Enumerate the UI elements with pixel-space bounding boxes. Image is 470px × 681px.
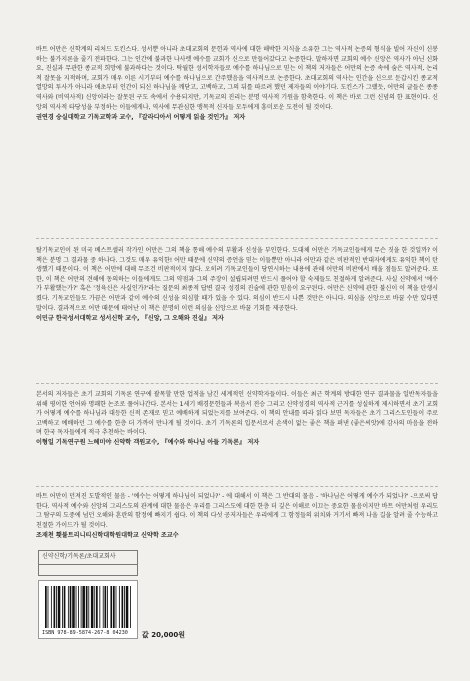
barcode-bar (72, 586, 75, 628)
barcode-bar (124, 586, 125, 628)
barcode-bar (64, 586, 66, 628)
barcode-bar (78, 586, 79, 628)
barcode-bar (88, 586, 89, 628)
endorsement-1-author: 권연경 숭실대학교 기독교학과 교수, 『갈라디아서 어떻게 읽을 것인가』 저자 (36, 113, 246, 121)
barcode (38, 580, 138, 639)
barcode-bar (110, 586, 112, 628)
barcode-bar (48, 586, 49, 628)
barcode-bar (68, 586, 69, 628)
endorsement-4 (36, 492, 438, 540)
barcode-bar (51, 586, 52, 628)
barcode-bar (62, 586, 63, 628)
endorsement-4-author: 조재천 횃불트리니티신학대학원대학교 신약학 조교수 (36, 531, 179, 539)
endorsement-1-text: 바트 어만은 신학계의 리처드 도킨스다. 성서뿐 아니라 초대교회의 문헌과 역사에 대한 해박한 지식을 소유한 그는 역사적 논증의 형식을 빌어 자신이 신봉하는 불가지론을 줄기 전파한다. 그는 인간에 불과한 나사렛 예수를 교회가 신으로 만들어갔다고 논증한다. 말하자면 교회의 예수 신앙은 역사가 아닌 신화요, 진실과 무관한 종교적 희망에 불과하다는 것이다. 탁월한 성서학자들로 예수를 하나님으로 믿는 이 책의 저자들은 어만의 논증 속에 숨은 역사적, 논리적 잘못을 지적하며, 교회가 매우 이른 시기부터 예수를 하나님으로 간주했음을 역사적으로 논증한다. 초대교회의 역사는 인간을 신으로 둔갑시킨 종교적 열망의 투사가 아니라 애초부터 인간이 되신 하나님을 깨닫고, 고백하고, 그의 뒤를 따르려 했던 제자들의 이야기다. 도킨스가 그랬듯, 어만의 글들은 종종 역사와 (비역사적) 신앙이라는 잘못된 구도 속에서 수용되지만, 기독교의 진리는 분명 역사적 기원을 함축한다. 이 책은 바로 그런 신념의 한 표현이다. 신앙의 역사적 타당성을 부정하는 이들에게나, 역사에 무관심한 맹목적 신자들 모두에게 흥미로운 도전이 될 것이다. (36, 46, 438, 111)
barcode-bar (91, 586, 94, 628)
barcode-bar (103, 586, 104, 628)
divider (36, 486, 438, 487)
endorsement-3-author: 이형일 기독연구원 느헤미야 신약학 객원교수, 『예수와 하나님 아들 기독론』 저자 (36, 439, 260, 447)
endorsement-3-text: 본서의 저자들은 초기 교회의 기독론 연구에 괄목할 만한 업적을 남긴 세계적인 신약학자들이다. 이들은 최근 학계의 방대한 연구 결과물을 일반독자들을 위해 평이한 언어와 명쾌한 논조로 풀어나간다. 본서는 1세기 배경문헌들과 복음서 전승 그리고 신약성경의 역사적 근거를 성실하게 제시하면서 초기 교회가 어떻게 예수를 하나님과 대등한 신적 존재로 믿고 예배하게 되었는지를 보여준다. 이 책의 안내를 따라 읽다 보면 독자들은 초기 그리스도인들이 주로 고백하고 예배하던 그 예수를 한층 더 가까이 만나게 될 것이다. 초기 기독론의 입문서로서 손색이 없는 좋은 책을 펴낸 (좋은씨앗)에 감사의 마음을 전하며 한국 독자들에게 적극 추천하는 바이다. (36, 391, 438, 437)
barcode-bar (96, 586, 98, 628)
barcode-bar (105, 586, 107, 628)
endorsement-2-author: 이민규 한국성서대학교 성서신학 교수, 『신앙, 그 오해와 진실』 저자 (36, 314, 224, 322)
divider (36, 383, 438, 384)
barcode-bar (113, 586, 115, 628)
endorsement-2 (36, 246, 438, 323)
barcode-bar (116, 586, 117, 628)
barcode-bar (94, 586, 95, 628)
barcode-bar (81, 586, 82, 628)
classification-box (38, 550, 138, 576)
endorsement-1 (36, 45, 438, 122)
barcode-bars (45, 586, 133, 628)
barcode-bar (119, 586, 120, 628)
barcode-bar (45, 586, 47, 628)
barcode-bar (126, 586, 129, 628)
barcode-bar (54, 586, 56, 628)
barcode-bar (70, 586, 72, 628)
price-label: 값 20,000원 (142, 631, 185, 639)
endorsement-3 (36, 390, 438, 448)
barcode-bar (122, 586, 124, 628)
classification-label: 신약신학/기독론/초대교회사 (39, 551, 137, 565)
barcode-bar (76, 586, 77, 628)
barcode-bar (86, 586, 88, 628)
barcode-bar (99, 586, 100, 628)
endorsement-4-text: 바트 어만이 던져진 도발적인 물음 - '예수는 어떻게 하나님이 되었나?' - 에 대해서 이 책은 그 반대의 물음 - '하나님은 어떻게 예수가 되었나?' -으로써 답한다. 역사적 예수와 신앙의 그리스도의 관계에 대한 물음은 우리를 그리스도에 대한 한층 더 깊은 이해로 이끄는 중요한 물음이지만 바트 어만처럼 우리도 그 탐구의 도중에 넘던 오해와 혼란의 함정에 빠지기 쉽다. 이 책의 다섯 공저자들은 우리에게 그 함정들의 위치와 거기서 빠져 나올 길을 알려 줄 수능하고 친절한 가이드가 될 것이다. (36, 493, 438, 529)
barcode-bar (82, 586, 85, 628)
barcode-bar (107, 586, 108, 628)
barcode-bar (58, 586, 61, 628)
divider (36, 238, 438, 239)
barcode-bar (130, 586, 131, 628)
barcode-bar (56, 586, 57, 628)
isbn-number: ISBN 978-89-5874-267-8 04230 (42, 630, 128, 636)
endorsement-2-text: 탈기독교인이 된 미국 베스트셀러 작가인 어만은 그의 책을 통해 예수의 부활과 신성을 부인한다. 도대체 어만은 기독교인들에게 무슨 짓을 한 것일까? 이 책은 분명 그 결과물 중 하나다. 그것도 매우 유익한! 어만 때문에 신약의 증언을 믿는 이들뿐만 아니라 어만과 같은 비판적인 반대자에게도 유익한 책이 탄생했기 때문이다. 이 책은 어만에 대해 무조건 비판적이지 않다. 오히려 기독교인들이 당연시하는 내용에 관해 어만의 비판에서 배울 점들도 알려준다. 또한, 이 책은 어만의 견해에 동의하는 이들에게도 그의 약점과 그의 주장이 설립되려면 반드시 풀어야 할 숙제들도 친절하게 알려준다. 사실 신약에서 '예수가 부활했는가?' 혹은 '정육신은 사실인가?'라는 질문의 최종적 답변 결국 성경의 진술에 관한 믿음이 요구된다. 어만은 신약에 관한 불신이 이 책을 탄생시켰다. 기독교인들도 가끔은 어만과 같이 예수의 신성을 의심할 때가 있을 수 있다. 의심이 반드시 나쁜 것만은 아니다. 의심을 신앙으로 바꿀 수만 있다면 말이다. 결과적으로 어만 때문에 태어난 이 책은 분명히 이런 의심을 신앙으로 바꿀 기회를 제공한다. (36, 247, 438, 312)
